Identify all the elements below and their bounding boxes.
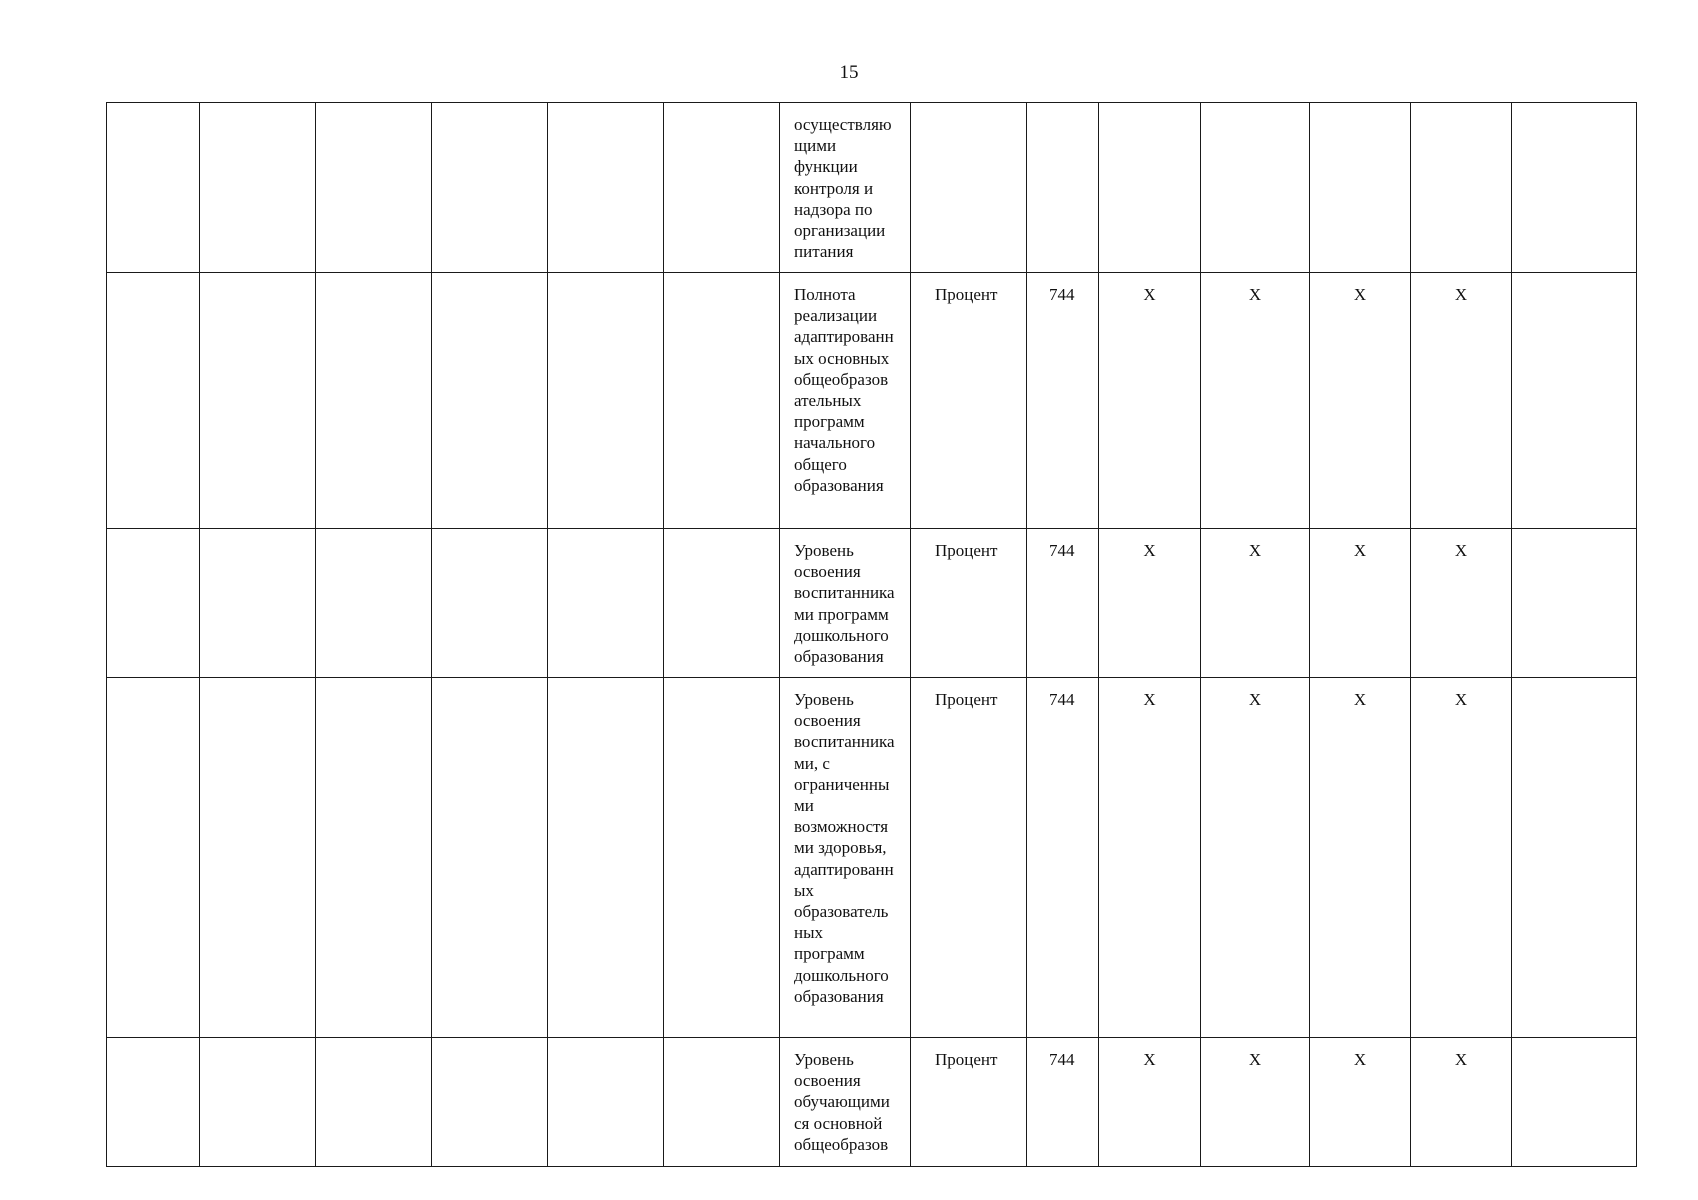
table-row — [107, 103, 1637, 273]
empty-cell — [107, 103, 200, 273]
value-cell: X — [1201, 1038, 1310, 1167]
empty-cell — [316, 529, 432, 678]
page-number: 15 — [839, 62, 859, 83]
empty-cell — [664, 1038, 780, 1167]
value-cell: X — [1310, 273, 1411, 529]
empty-cell — [1512, 1038, 1637, 1167]
empty-cell — [316, 103, 432, 273]
value-cell — [1201, 103, 1310, 273]
empty-cell — [432, 273, 548, 529]
empty-cell — [432, 1038, 548, 1167]
empty-cell — [200, 1038, 316, 1167]
okei-code-cell: 744 — [1027, 273, 1099, 529]
value-cell: X — [1099, 1038, 1201, 1167]
empty-cell — [1512, 273, 1637, 529]
unit-cell: Процент — [911, 678, 1027, 1038]
indicator-name-cell: осуществляю щими функции контроля и надзора по организации питания — [780, 103, 911, 273]
empty-cell — [432, 103, 548, 273]
empty-cell — [316, 1038, 432, 1167]
empty-cell — [548, 678, 664, 1038]
okei-code-cell: 744 — [1027, 678, 1099, 1038]
okei-code-cell: 744 — [1027, 1038, 1099, 1167]
okei-code-cell — [1027, 103, 1099, 273]
unit-cell — [911, 103, 1027, 273]
empty-cell — [316, 273, 432, 529]
empty-cell — [1512, 103, 1637, 273]
empty-cell — [432, 529, 548, 678]
empty-cell — [200, 273, 316, 529]
value-cell — [1099, 103, 1201, 273]
value-cell: X — [1310, 529, 1411, 678]
value-cell: X — [1411, 529, 1512, 678]
table-row — [107, 678, 1637, 1038]
indicator-table — [106, 102, 1637, 1167]
indicator-name-cell: Уровень освоения воспитанника ми программ дошкольного образования — [780, 529, 911, 678]
indicator-name-cell: Уровень освоения обучающими ся основной общеобразов — [780, 1038, 911, 1167]
value-cell — [1310, 103, 1411, 273]
empty-cell — [664, 678, 780, 1038]
empty-cell — [664, 529, 780, 678]
indicator-name-cell: Полнота реализации адаптированн ых основных общеобразов ательных программ начального общего образования — [780, 273, 911, 529]
value-cell: X — [1411, 678, 1512, 1038]
table-row — [107, 1038, 1637, 1167]
table-row — [107, 529, 1637, 678]
value-cell — [1411, 103, 1512, 273]
value-cell: X — [1099, 273, 1201, 529]
value-cell: X — [1099, 678, 1201, 1038]
empty-cell — [548, 103, 664, 273]
unit-cell: Процент — [911, 273, 1027, 529]
empty-cell — [548, 529, 664, 678]
unit-cell: Процент — [911, 529, 1027, 678]
empty-cell — [316, 678, 432, 1038]
value-cell: X — [1411, 1038, 1512, 1167]
empty-cell — [200, 529, 316, 678]
value-cell: X — [1201, 273, 1310, 529]
unit-cell: Процент — [911, 1038, 1027, 1167]
empty-cell — [107, 529, 200, 678]
empty-cell — [1512, 529, 1637, 678]
empty-cell — [1512, 678, 1637, 1038]
value-cell: X — [1411, 273, 1512, 529]
empty-cell — [107, 1038, 200, 1167]
value-cell: X — [1099, 529, 1201, 678]
value-cell: X — [1201, 529, 1310, 678]
empty-cell — [548, 1038, 664, 1167]
empty-cell — [664, 273, 780, 529]
empty-cell — [664, 103, 780, 273]
indicator-name-cell: Уровень освоения воспитанника ми, с ограниченны ми возможностя ми здоровья, адаптированн ых образователь ных программ дошкольного образования — [780, 678, 911, 1038]
empty-cell — [200, 103, 316, 273]
table-row — [107, 273, 1637, 529]
empty-cell — [107, 273, 200, 529]
table-body — [107, 103, 1637, 1167]
value-cell: X — [1310, 1038, 1411, 1167]
value-cell: X — [1310, 678, 1411, 1038]
empty-cell — [107, 678, 200, 1038]
empty-cell — [200, 678, 316, 1038]
okei-code-cell: 744 — [1027, 529, 1099, 678]
value-cell: X — [1201, 678, 1310, 1038]
empty-cell — [548, 273, 664, 529]
empty-cell — [432, 678, 548, 1038]
